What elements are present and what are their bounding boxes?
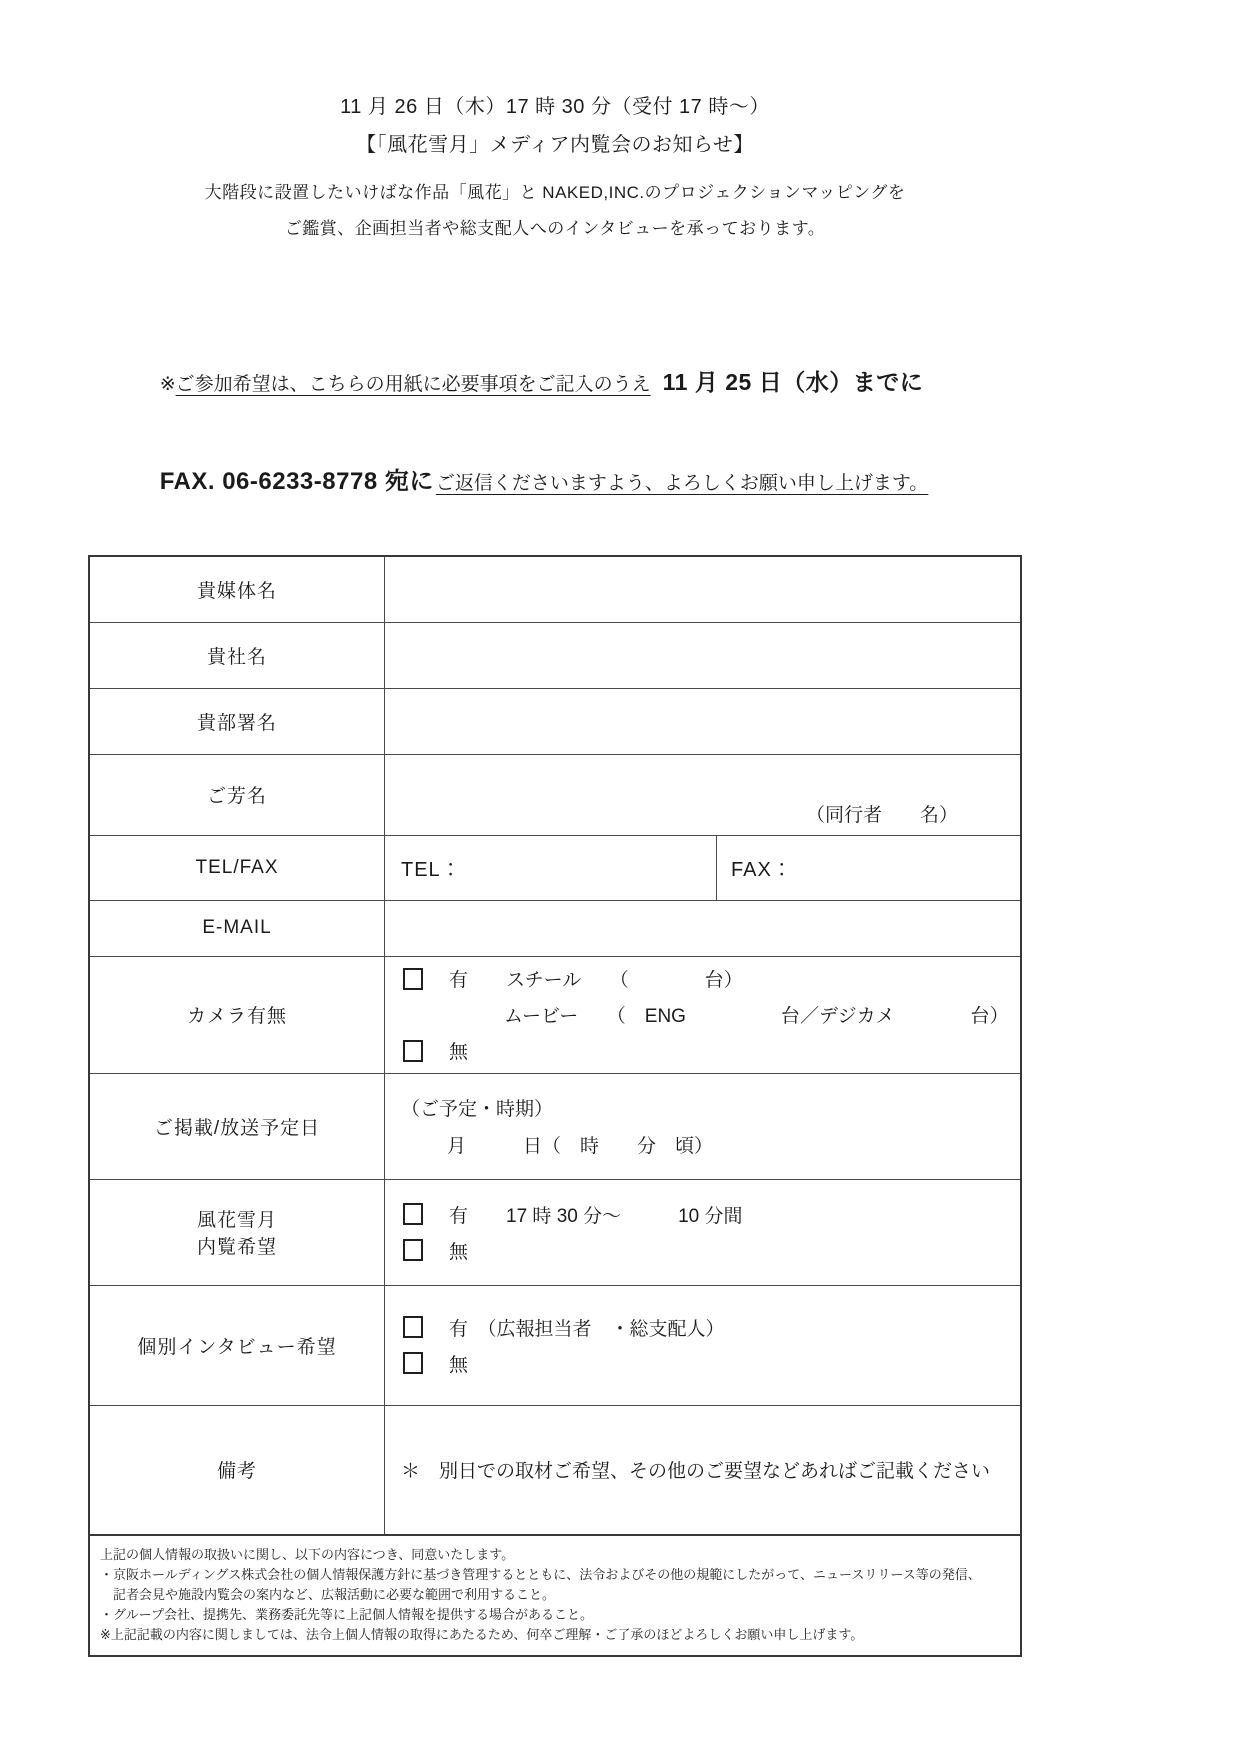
reply-request-underlined: ご返信くださいますよう、よろしくお願い申し上げます。 bbox=[435, 473, 929, 495]
checkbox-icon[interactable] bbox=[403, 1040, 423, 1062]
remarks-hint: ＊ 別日での取材ご希望、その他のご要望などあればご記載ください bbox=[401, 1461, 991, 1483]
reply-instruction-line2 bbox=[128, 436, 1022, 529]
reply-instruction-underlined: ご参加希望は、こちらの用紙に必要事項をご記入のうえ bbox=[175, 374, 651, 396]
camera-no-label: 無 bbox=[449, 1042, 469, 1064]
table-row-company-name bbox=[90, 622, 1020, 688]
interview-wish-label: 個別インタビュー希望 bbox=[90, 1286, 385, 1405]
preview-wish-label-line1: 風花雪月 bbox=[196, 1210, 277, 1232]
publish-date-label: ご掲載/放送予定日 bbox=[90, 1074, 385, 1179]
media-name-field[interactable] bbox=[385, 557, 1020, 622]
event-description-line1: 大階段に設置したいけばな作品「風花」と NAKED,INC.のプロジェクションマッピングを bbox=[204, 183, 906, 202]
remarks-label: 備考 bbox=[90, 1406, 385, 1534]
companion-count-note: （同行者 名） bbox=[805, 804, 958, 826]
your-name-label: ご芳名 bbox=[90, 755, 385, 835]
table-row-your-name bbox=[90, 754, 1020, 835]
interview-yes-label: 有 （広報担当者 ・総支配人） bbox=[449, 1318, 725, 1340]
event-datetime: 11 月 26 日（木）17 時 30 分（受付 17 時～） bbox=[340, 96, 770, 118]
interview-yes-option[interactable] bbox=[401, 1309, 1020, 1345]
table-row-publish-date bbox=[90, 1073, 1020, 1179]
department-name-field[interactable] bbox=[385, 689, 1020, 754]
fax-reply-form-page bbox=[88, 0, 1022, 1657]
preview-no-option[interactable] bbox=[401, 1232, 1020, 1268]
tel-field[interactable] bbox=[385, 836, 717, 900]
interview-options-cell bbox=[385, 1286, 1020, 1405]
document-title: 【「風花雪月」メディア内覧会のお知らせ】 bbox=[356, 134, 754, 156]
camera-no-option[interactable] bbox=[401, 1033, 1020, 1069]
table-row-email bbox=[90, 900, 1020, 956]
privacy-line-5: ※上記記載の内容に関しましては、法令上個人情報の取得にあたるため、何卒ご理解・ご了承のほどよろしくお願い申し上げます。 bbox=[100, 1626, 864, 1642]
table-row-preview-wish bbox=[90, 1179, 1020, 1285]
camera-movie-option bbox=[401, 997, 1020, 1033]
privacy-line-4: ・グループ会社、提携先、業務委託先等に上記個人情報を提供する場合があること。 bbox=[100, 1606, 593, 1622]
preview-yes-label: 有 17 時 30 分～ 10 分間 bbox=[449, 1205, 743, 1227]
remarks-field[interactable] bbox=[385, 1406, 1020, 1534]
privacy-line-3: 記者会見や施設内覧会の案内など、広報活動に必要な範囲で利用すること。 bbox=[100, 1586, 556, 1602]
checkbox-icon[interactable] bbox=[403, 1316, 423, 1338]
event-description-line2: ご鑑賞、企画担当者や総支配人へのインタビューを承っております。 bbox=[284, 219, 826, 239]
table-row-department-name bbox=[90, 688, 1020, 754]
reply-instructions bbox=[88, 340, 1022, 529]
checkbox-icon[interactable] bbox=[403, 1203, 423, 1225]
preview-wish-label bbox=[90, 1180, 385, 1285]
company-name-field[interactable] bbox=[385, 623, 1020, 688]
publish-date-field[interactable] bbox=[385, 1074, 1020, 1179]
department-name-label: 貴部署名 bbox=[90, 689, 385, 754]
preview-no-label: 無 bbox=[449, 1241, 469, 1263]
media-name-label: 貴媒体名 bbox=[90, 557, 385, 622]
your-name-field[interactable] bbox=[385, 755, 1020, 835]
table-row-interview-wish bbox=[90, 1285, 1020, 1405]
company-name-label: 貴社名 bbox=[90, 623, 385, 688]
camera-label: カメラ有無 bbox=[90, 957, 385, 1073]
table-row-camera bbox=[90, 956, 1020, 1073]
privacy-line-1: 上記の個人情報の取扱いに関し、以下の内容につき、同意いたします。 bbox=[100, 1546, 515, 1562]
camera-yes-still-label: 有 スチール （ 台） bbox=[449, 970, 743, 992]
camera-yes-option[interactable] bbox=[401, 961, 1020, 997]
email-field[interactable] bbox=[385, 901, 1020, 956]
table-row-media-name bbox=[90, 557, 1020, 622]
table-row-tel-fax bbox=[90, 835, 1020, 900]
document-header bbox=[88, 96, 1022, 240]
preview-wish-options-cell bbox=[385, 1180, 1020, 1285]
camera-movie-label: ムービー （ ENG 台／デジカメ 台） bbox=[504, 1006, 1009, 1028]
interview-no-label: 無 bbox=[449, 1354, 469, 1376]
note-marker: ※ bbox=[159, 374, 176, 396]
publish-date-blanks: 月 日（ 時 分 頃） bbox=[447, 1136, 714, 1158]
interview-no-option[interactable] bbox=[401, 1345, 1020, 1381]
table-row-remarks bbox=[90, 1405, 1020, 1534]
publish-date-hint: （ご予定・時期） bbox=[401, 1099, 554, 1121]
fax-number: FAX. 06-6233-8778 宛に bbox=[159, 468, 434, 496]
checkbox-icon[interactable] bbox=[403, 968, 423, 990]
tel-fax-cell bbox=[385, 836, 1020, 900]
reply-form-table bbox=[88, 555, 1022, 1536]
privacy-consent-box bbox=[88, 1536, 1022, 1657]
privacy-line-2: ・京阪ホールディングス株式会社の個人情報保護方針に基づき管理するとともに、法令およびその他の規範にしたがって、ニュースリリース等の発信、 bbox=[100, 1566, 981, 1582]
email-label: E-MAIL bbox=[90, 901, 385, 956]
preview-yes-option[interactable] bbox=[401, 1196, 1020, 1232]
checkbox-icon[interactable] bbox=[403, 1352, 423, 1374]
camera-options-cell bbox=[385, 957, 1020, 1073]
tel-prefix-label: TEL： bbox=[401, 859, 462, 882]
reply-deadline: 11 月 25 日（水）までに bbox=[662, 369, 924, 396]
fax-prefix-label: FAX： bbox=[731, 859, 793, 882]
checkbox-icon[interactable] bbox=[403, 1239, 423, 1261]
reply-instruction-line1 bbox=[128, 340, 1022, 426]
preview-wish-label-line2: 内覧希望 bbox=[196, 1237, 277, 1259]
tel-fax-label: TEL/FAX bbox=[90, 836, 385, 900]
fax-field[interactable] bbox=[717, 836, 1020, 900]
